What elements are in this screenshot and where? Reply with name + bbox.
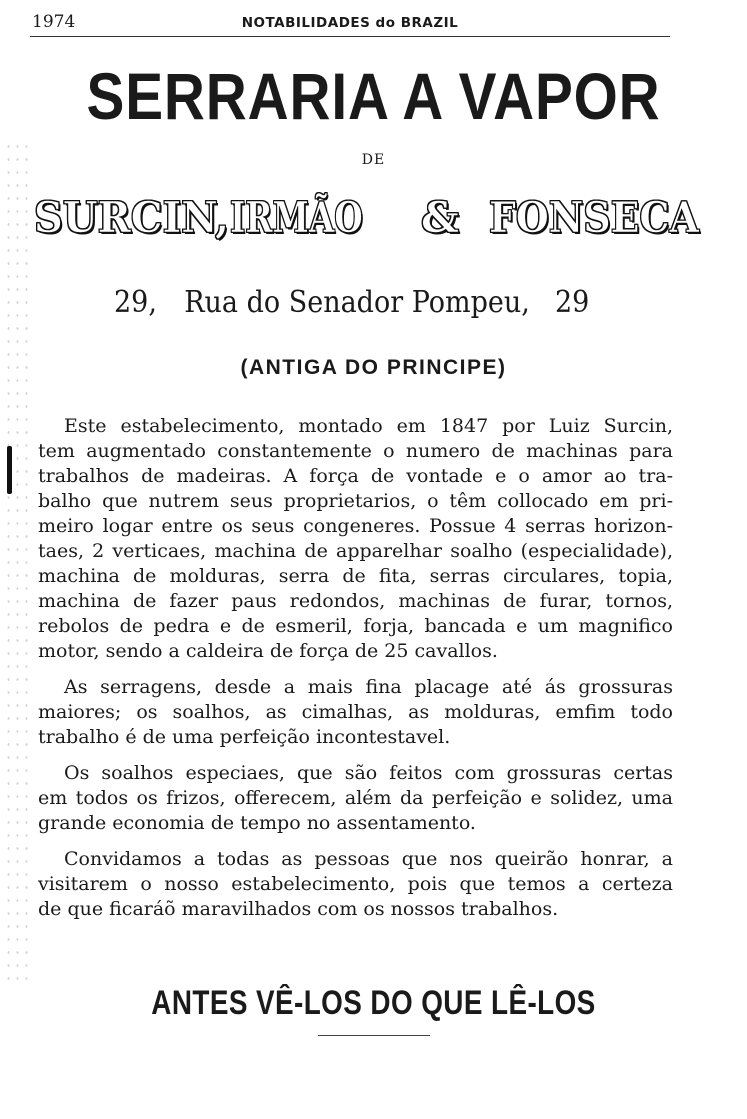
- body-line: rebolos de pedra e de esmeril, forja, bancada e um magnifico: [38, 615, 673, 637]
- body-line: tem augmentado constantemente o numero de machinas para: [38, 440, 673, 462]
- body-line: Os soalhos especiaes, que são feitos com grossuras certas: [64, 762, 673, 784]
- firm-name-fonseca: FONSECA: [489, 193, 699, 242]
- paragraph-gap: [38, 750, 673, 761]
- paragraph-gap: [38, 664, 673, 675]
- address-street: Rua do Senador Pompeu,: [184, 285, 530, 320]
- address-number-left: 29,: [114, 285, 157, 320]
- body-line: taes, 2 verticaes, machina de apparelhar soalho (especialidade),: [38, 540, 673, 562]
- body-line: de que ficaráõ maravilhados com os nossos trabalhos.: [38, 898, 559, 920]
- footer-rule: [318, 1035, 430, 1036]
- firm-name-irmao: IRMÃO: [230, 193, 363, 242]
- paragraph-gap: [38, 836, 673, 847]
- firm-name: [34, 193, 699, 243]
- title-connector: DE: [361, 152, 386, 168]
- body-line: grande economia de tempo no assentamento.: [38, 812, 476, 834]
- address-number-right: 29: [555, 285, 590, 320]
- body-line: machina de fazer paus redondos, machinas de furar, tornos,: [38, 590, 673, 612]
- body-line: As serragens, desde a mais fina placage até ás grossuras: [64, 676, 673, 698]
- firm-ampersand: &: [421, 193, 459, 242]
- body-line: Convidamos a todas as pessoas que nos queirão honrar, a: [64, 848, 673, 870]
- page-number: 1974: [32, 12, 76, 32]
- body-line: balho que nutrem seus proprietarios, o têm collocado em pri-: [38, 490, 673, 512]
- body-line: Este estabelecimento, montado em 1847 por Luiz Surcin,: [64, 415, 673, 437]
- former-street-name: (ANTIGA DO PRINCIPE): [240, 356, 507, 379]
- margin-speckle: [4, 140, 32, 980]
- body-line: machina de molduras, serra de fita, serras circulares, topia,: [38, 565, 673, 587]
- running-title: NOTABILIDADES do BRAZIL: [241, 15, 459, 31]
- slogan: ANTES VÊ-LOS DO QUE LÊ-LOS: [151, 984, 596, 1022]
- body-line: visitarem o nosso estabelecimento, pois que temos a certeza: [38, 873, 673, 895]
- body-line: motor, sendo a caldeira de força de 25 cavallos.: [38, 640, 498, 662]
- body-line: em todos os frizos, offerecem, além da perfeição e solidez, uma: [38, 787, 673, 809]
- margin-ink-mark: [7, 446, 12, 494]
- body-line: trabalhos de madeiras. A força de vontade e o amor ao tra-: [38, 465, 673, 487]
- body-line: maiores; os soalhos, as cimalhas, as molduras, emfim todo: [38, 701, 673, 723]
- ad-body: [38, 414, 673, 922]
- firm-name-surcin: SURCIN,: [34, 193, 230, 242]
- header-rule: [30, 36, 670, 37]
- address-line: [114, 285, 590, 323]
- body-line: trabalho é de uma perfeição incontestavel.: [38, 726, 451, 748]
- ad-title: SERRARIA A VAPOR: [86, 59, 661, 133]
- body-line: meiro logar entre os seus congeneres. Possue 4 serras horizon-: [38, 515, 673, 537]
- page-header: [30, 8, 670, 38]
